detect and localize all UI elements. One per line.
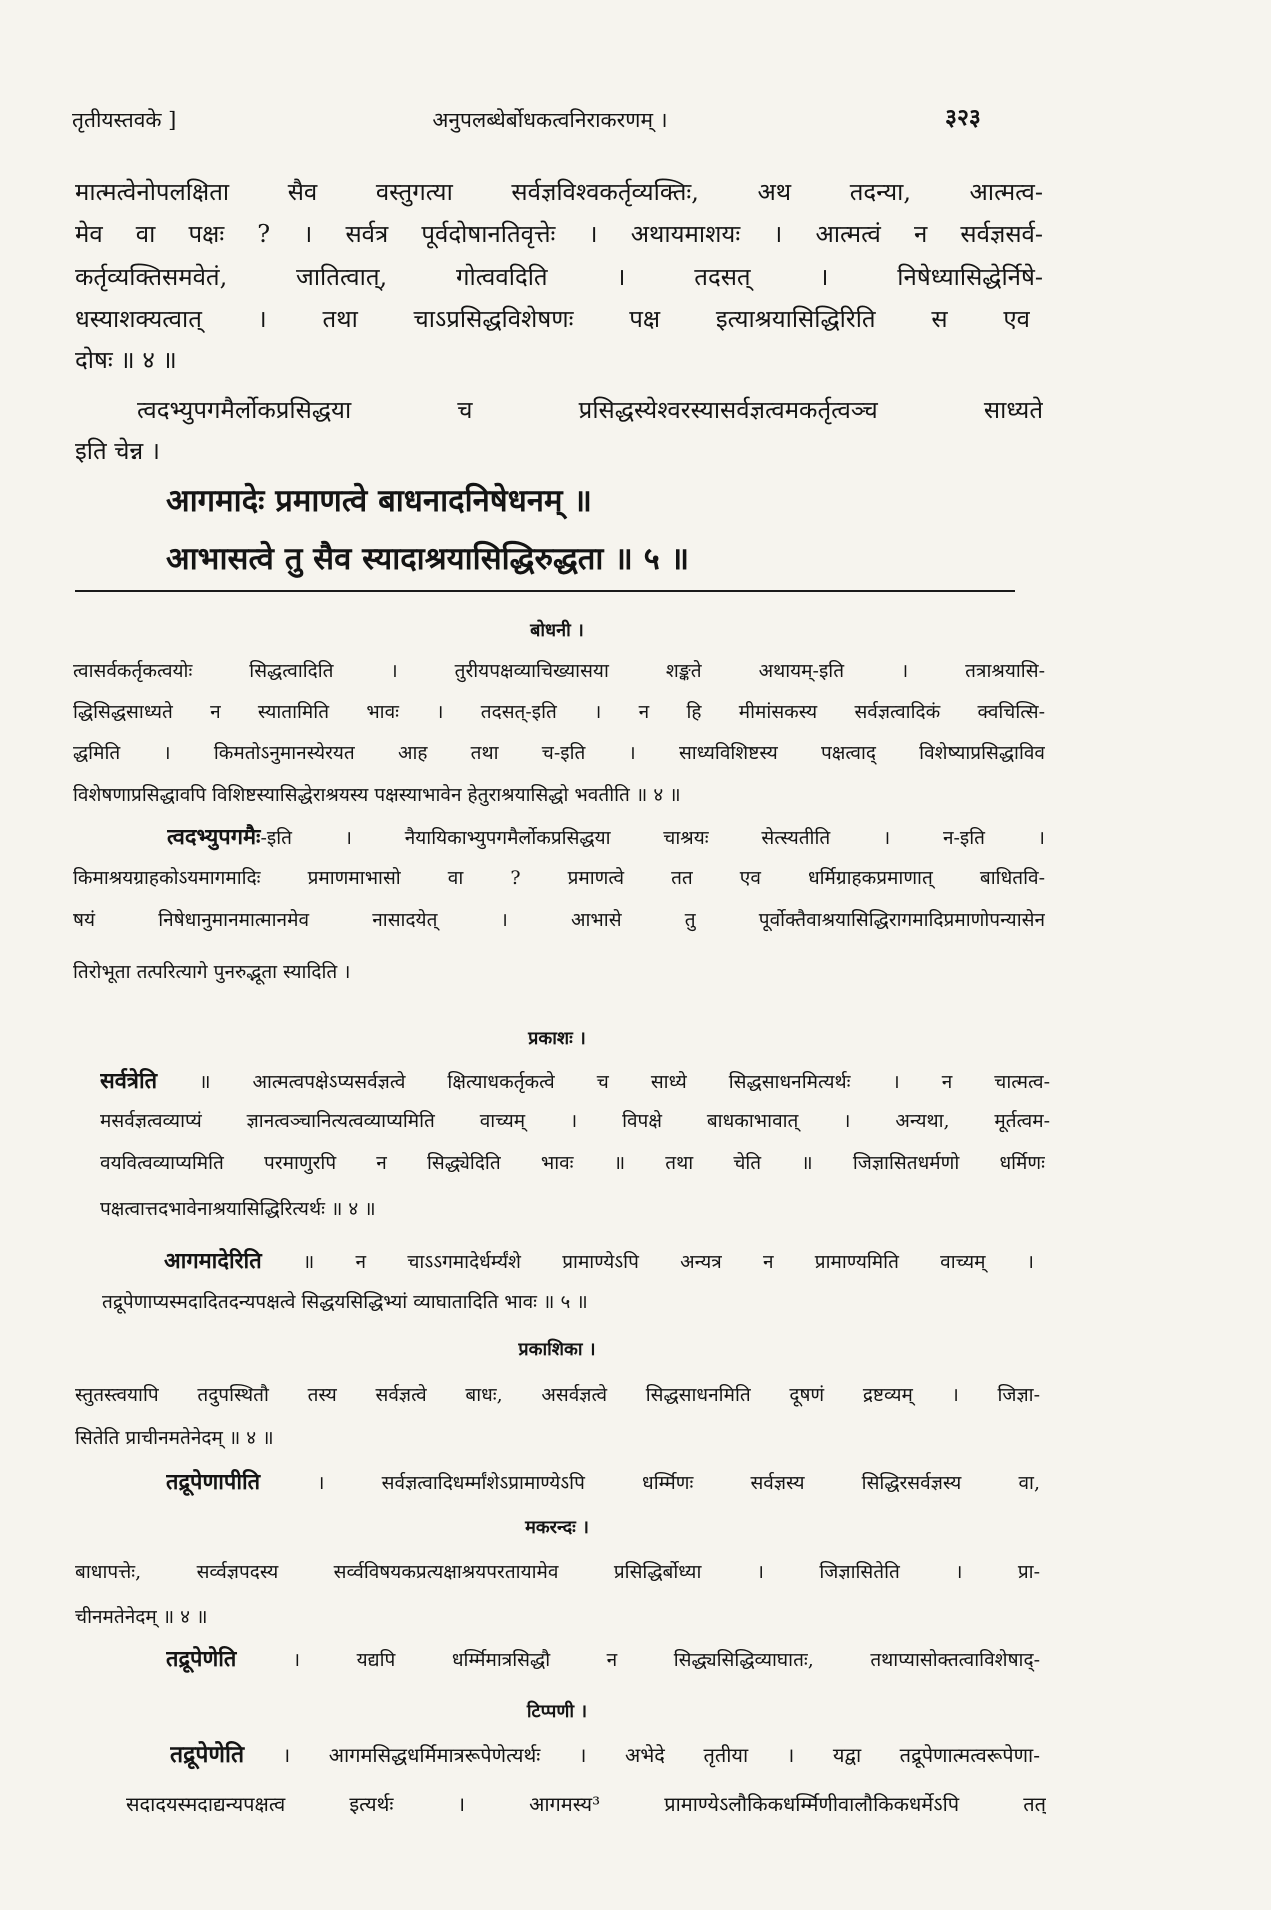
commentary-text: चीनमतेनेदम् ॥ ४ ॥ — [75, 1606, 208, 1628]
commentary-line — [73, 778, 973, 812]
commentary-text: ॥ न चाऽऽगमादेर्धर्म्यंशे प्रामाण्येऽपि अन्यत्र न प्रामाण्यमिति वाच्यम् । — [261, 1251, 1034, 1273]
commentary-text: । आगमसिद्धधर्मिमात्ररूपेणेत्यर्थः । अभेदे तृतीया । यद्वा तद्रूपेणात्मत्वरूपेणा- — [244, 1743, 1040, 1767]
commentary-line — [73, 903, 1045, 937]
commentary-text: । यद्यपि धर्म्मिमात्रसिद्धौ न सिद्ध्यसिद्धिव्याघातः, तथाप्यासोक्तत्वाविशेषाद्- — [236, 1649, 1040, 1671]
running-head-title: अनुपलब्धेर्बोधकत्वनिराकरणम् । — [432, 108, 668, 132]
commentary-title-bodhani: बोधनी । — [530, 620, 584, 641]
main-text-line: त्वदभ्युपगमैर्लोकप्रसिद्धया च प्रसिद्धस्येश्वरस्यासर्वज्ञत्वमकर्तृत्वञ्च साध्यते — [137, 396, 1043, 424]
commentary-line — [100, 1146, 1045, 1180]
main-text-line: मात्मत्वेनोपलक्षिता सैव वस्तुगत्या सर्वज्ञविश्वकर्तृव्यक्तिः, अथ तदन्या, आत्मत्व- — [75, 178, 1043, 206]
commentary-line — [73, 955, 673, 989]
commentary-line — [166, 1465, 1040, 1499]
commentary-text: तिरोभूता तत्परित्यागे पुनरुद्भूता स्यादिति । — [73, 961, 351, 983]
commentary-line — [100, 1104, 1050, 1138]
running-head-left: तृतीयस्तवके ] — [72, 108, 177, 132]
page-number: ३२३ — [945, 104, 981, 131]
lemma: तद्रूपेणापीति — [166, 1469, 261, 1495]
main-text-line: इति चेन्न । — [75, 437, 160, 465]
main-text-line: धस्याशक्यत्वात् । तथा चाऽप्रसिद्धविशेषणः पक्ष इत्याश्रयासिद्धिरिति स एव — [75, 305, 1030, 333]
commentary-line — [73, 695, 1045, 729]
commentary-text: सितेति प्राचीनमतेनेदम् ॥ ४ ॥ — [75, 1427, 274, 1449]
commentary-line — [170, 1737, 1040, 1773]
commentary-line — [100, 1192, 700, 1226]
commentary-line — [126, 1786, 1046, 1822]
commentary-text: षयं निषेधानुमानमात्मानमेव नासादयेत् । आभासे तु पूर्वोक्तैवाश्रयासिद्धिरागमादिप्रमाणोपन्यासेन — [73, 909, 1045, 931]
commentary-title-makaranda: मकरन्दः । — [525, 1517, 589, 1538]
lemma: आगमादेरिति — [164, 1248, 262, 1274]
commentary-title-prakasha: प्रकाशः । — [528, 1028, 586, 1049]
commentary-text: -इति । नैयायिकाभ्युपगमैर्लोकप्रसिद्धया चाश्रयः सेत्स्यतीति । न-इति । — [260, 827, 1045, 849]
commentary-line — [75, 1555, 1040, 1589]
commentary-text: सदादयस्मदाद्यन्यपक्षत्व इत्यर्थः । आगमस्य³ प्रामाण्येऽलौकिकधर्म्मिणीवालौकिकधर्मेऽपि तत् — [126, 1792, 1046, 1816]
commentary-text: किमाश्रयग्राहकोऽयमागमादिः प्रमाणमाभासो वा ? प्रमाणत्वे तत एव धर्मिग्राहकप्रमाणात् बाधितवि- — [73, 867, 1045, 889]
verse-line: आभासत्वे तु सैव स्यादाश्रयासिद्धिरुद्धता ॥ ५ ॥ — [166, 541, 690, 577]
commentary-text: पक्षत्वात्तदभावेनाश्रयासिद्धिरित्यर्थः ॥ ४ ॥ — [100, 1198, 376, 1220]
commentary-text: स्तुतस्त्वयापि तदुपस्थितौ तस्य सर्वज्ञत्वे बाधः, असर्वज्ञत्वे सिद्धसाधनमिति दूषणं द्रष्टव्यम् । जिज्ञा- — [75, 1384, 1040, 1406]
divider-rule — [75, 590, 1015, 592]
commentary-title-prakashika: प्रकाशिका । — [518, 1339, 596, 1360]
commentary-text: विशेषणाप्रसिद्धावपि विशिष्टस्यासिद्धेराश्रयस्य पक्षस्याभावेन हेतुराश्रयासिद्धो भवतीति ॥ ४ ॥ — [73, 784, 681, 806]
lemma: त्वदभ्युपगमैः — [167, 824, 261, 850]
commentary-text: द्धिसिद्धसाध्यते न स्यातामिति भावः । तदसत्-इति । न हि मीमांसकस्य सर्वज्ञत्वादिकं क्वचित्सि- — [73, 701, 1045, 723]
lemma: तद्रूपेणेति — [170, 1741, 245, 1768]
commentary-line — [75, 1421, 575, 1455]
main-text-line: कर्तृव्यक्तिसमवेतं, जातित्वात्, गोत्ववदिति । तदसत् । निषेध्यासिद्धेर्निषे- — [75, 263, 1043, 291]
commentary-text: बाधापत्तेः, सर्व्वज्ञपदस्य सर्व्वविषयकप्रत्यक्षाश्रयपरतायामेव प्रसिद्धिर्बोध्या । जिज्ञासितेति । प्रा- — [75, 1561, 1040, 1583]
commentary-line — [167, 820, 1045, 854]
commentary-text: तद्रूपेणाप्यस्मदादितदन्यपक्षत्वे सिद्धयसिद्धिभ्यां व्याघातादिति भावः ॥ ५ ॥ — [102, 1291, 588, 1313]
lemma: सर्वत्रेति — [100, 1068, 158, 1094]
commentary-title-tippani: टिप्पणी । — [526, 1701, 588, 1722]
commentary-text: । सर्वज्ञत्वादिधर्म्मांशेऽप्रामाण्येऽपि धर्म्मिणः सर्वज्ञस्य सिद्धिरसर्वज्ञस्य वा, — [260, 1472, 1040, 1494]
commentary-line — [73, 654, 1045, 688]
commentary-line — [75, 1378, 1040, 1412]
commentary-line — [102, 1285, 902, 1319]
commentary-line — [166, 1642, 1040, 1676]
commentary-line — [73, 861, 1045, 895]
commentary-text: त्वासर्वकर्तृकत्वयोः सिद्धत्वादिति । तुरीयपक्षव्याचिख्यासया शङ्कते अथायम्-इति । तत्राश्रयासि- — [73, 660, 1045, 682]
commentary-text: द्धमिति । किमतोऽनुमानस्येरयत आह तथा च-इति । साध्यविशिष्टस्य पक्षत्वाद् विशेष्याप्रसिद्धाविव — [73, 742, 1045, 764]
main-text-line: मेव वा पक्षः ? । सर्वत्र पूर्वदोषानतिवृत्तेः । अथायमाशयः । आत्मत्वं न सर्वज्ञसर्व- — [75, 220, 1043, 248]
commentary-text: ॥ आत्मत्वपक्षेऽप्यसर्वज्ञत्वे क्षित्याधकर्तृकत्वे च साध्ये सिद्धसाधनमित्यर्थः । न चात्मत्व- — [157, 1071, 1050, 1093]
commentary-text: वयवित्वव्याप्यमिति परमाणुरपि न सिद्ध्येदिति भावः ॥ तथा चेति ॥ जिज्ञासितधर्मणो धर्मिणः — [100, 1152, 1045, 1174]
lemma: तद्रूपेणेति — [166, 1646, 237, 1672]
commentary-line — [73, 736, 1045, 770]
verse-line: आगमादेः प्रमाणत्वे बाधनादनिषेधनम् ॥ — [166, 483, 592, 519]
commentary-line — [75, 1600, 475, 1634]
commentary-text: मसर्वज्ञत्वव्याप्यं ज्ञानत्वञ्चानित्यत्वव्याप्यमिति वाच्यम् । विपक्षे बाधकाभावात् । अन्यथा, मूर्तत्वम- — [100, 1110, 1050, 1132]
commentary-line — [100, 1064, 1050, 1098]
main-text-line: दोषः ॥ ४ ॥ — [75, 346, 177, 374]
commentary-line — [164, 1244, 1034, 1278]
